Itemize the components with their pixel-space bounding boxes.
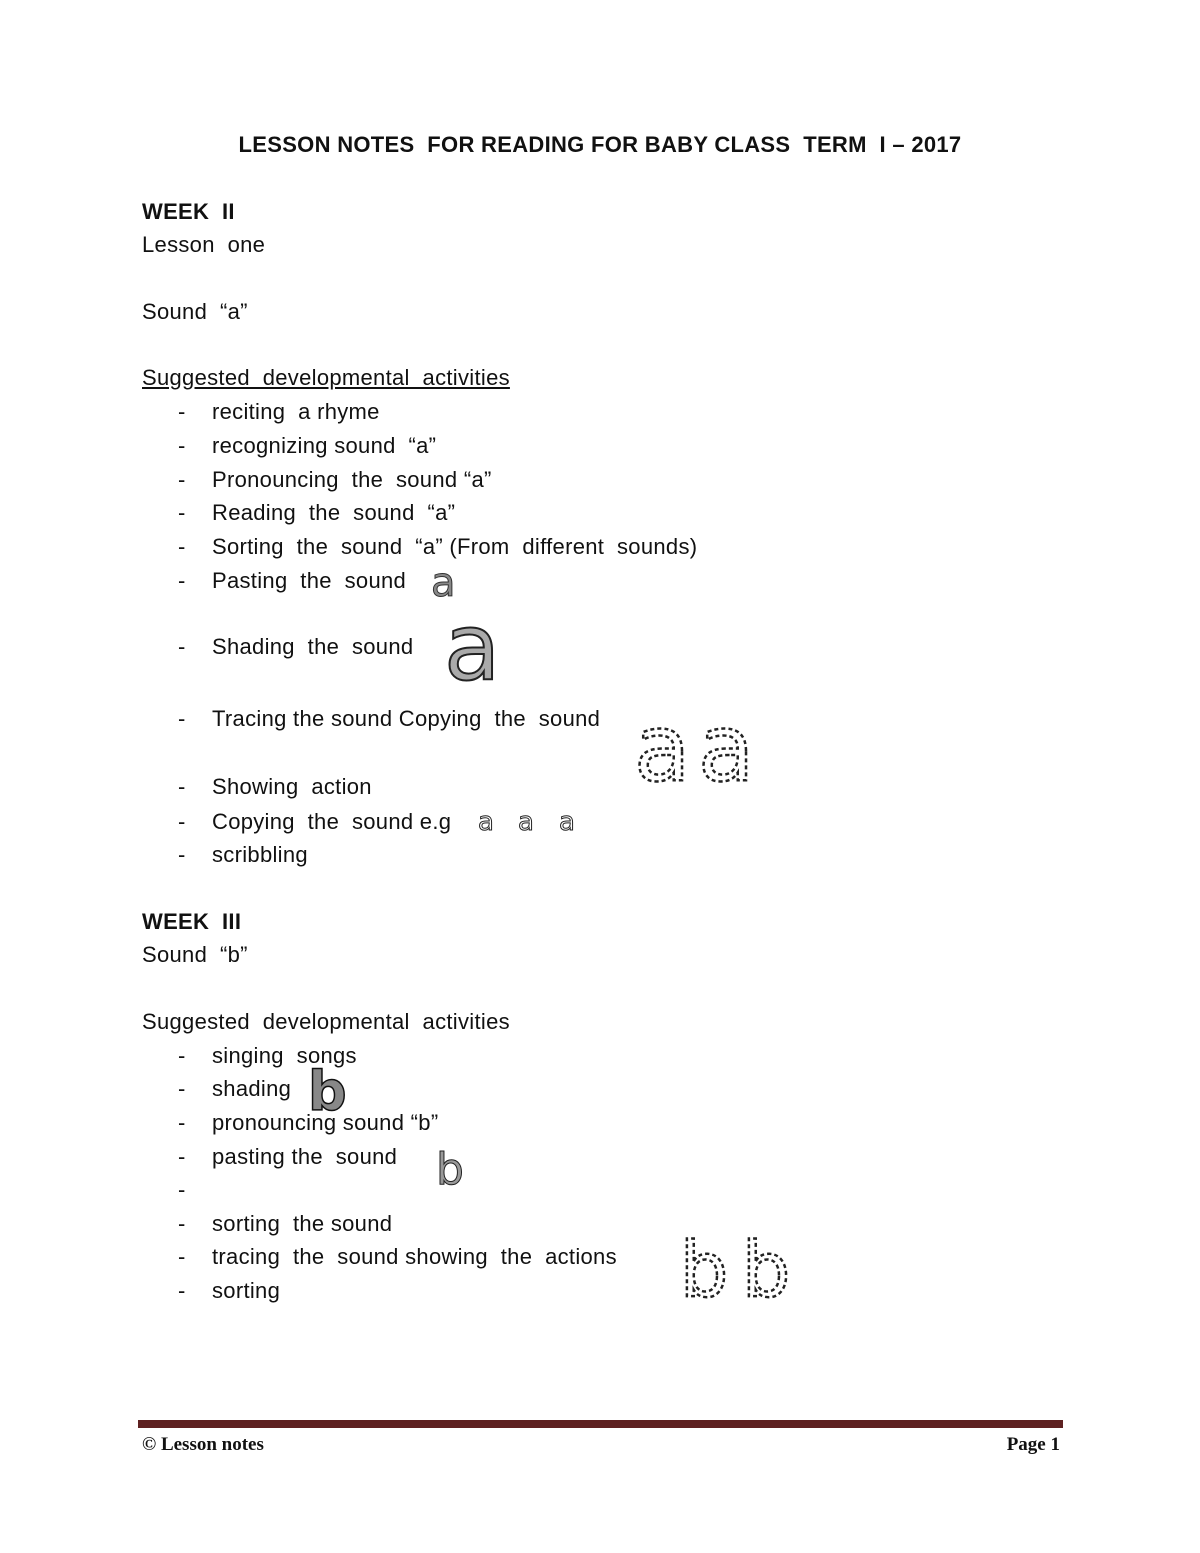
list-item: pronouncing sound “b” <box>212 1110 439 1135</box>
svg-text:a: a <box>559 807 575 837</box>
dash: - <box>178 399 186 424</box>
week-3-heading: WEEK III <box>142 909 242 934</box>
svg-text:a: a <box>444 594 501 701</box>
lesson-label: Lesson one <box>142 232 266 257</box>
list-item: Shading the sound <box>212 634 414 659</box>
list-item: Copying the sound e.g <box>212 809 452 834</box>
activities-heading-week-2: Suggested developmental activities <box>142 365 510 390</box>
list-item: recognizing sound “a” <box>212 433 437 458</box>
dash: - <box>178 1177 186 1202</box>
list-item: pasting the sound <box>212 1144 398 1169</box>
dash: - <box>178 809 186 834</box>
dash: - <box>178 568 186 593</box>
document-title: LESSON NOTES FOR READING FOR BABY CLASS TERM I – 2017 <box>238 132 962 157</box>
list-item: tracing the sound showing the actions <box>212 1244 617 1269</box>
list-item: Showing action <box>212 774 372 799</box>
dash: - <box>178 1278 186 1303</box>
dash: - <box>178 500 186 525</box>
svg-text:b: b <box>742 1225 791 1314</box>
list-item: Reading the sound “a” <box>212 500 456 525</box>
svg-text:a: a <box>518 807 534 837</box>
sound-a-label: Sound “a” <box>142 299 248 324</box>
footer-copyright: © Lesson notes <box>142 1434 264 1455</box>
svg-text:b: b <box>308 1060 347 1123</box>
list-item: Tracing the sound Copying the sound <box>212 706 601 731</box>
dash: - <box>178 774 186 799</box>
activities-heading-week-3: Suggested developmental activities <box>142 1009 510 1034</box>
traced-letters-a-icon <box>634 695 759 802</box>
svg-text:b: b <box>436 1144 464 1195</box>
pasted-letter-b-icon <box>436 1144 468 1195</box>
list-item: sorting <box>212 1278 281 1303</box>
svg-text:a: a <box>431 560 456 606</box>
dash: - <box>178 1110 186 1135</box>
footer-divider <box>138 1420 1063 1428</box>
page-number: Page 1 <box>1006 1434 1060 1455</box>
dash: - <box>178 634 186 659</box>
dash: - <box>178 1076 186 1101</box>
list-item: Pasting the sound <box>212 568 407 593</box>
dash: - <box>178 433 186 458</box>
sound-b-label: Sound “b” <box>142 942 248 967</box>
svg-text:a: a <box>698 695 755 802</box>
dash: - <box>178 1244 186 1269</box>
week-2-heading: WEEK II <box>142 199 235 224</box>
svg-text:a: a <box>478 807 494 837</box>
shaded-letter-b-icon <box>308 1060 350 1123</box>
list-item: Sorting the sound “a” (From different sounds) <box>212 534 698 559</box>
svg-text:a: a <box>634 695 691 802</box>
svg-text:b: b <box>680 1225 729 1314</box>
list-item: sorting the sound <box>212 1211 393 1236</box>
traced-letters-b-icon <box>680 1225 800 1314</box>
list-item: singing songs <box>212 1043 357 1068</box>
list-item: scribbling <box>212 842 308 867</box>
dash: - <box>178 706 186 731</box>
list-item: Pronouncing the sound “a” <box>212 467 492 492</box>
dash: - <box>178 842 186 867</box>
dash: - <box>178 1043 186 1068</box>
dash: - <box>178 534 186 559</box>
copy-letters-a-icon <box>478 808 588 836</box>
dash: - <box>178 1211 186 1236</box>
list-item: reciting a rhyme <box>212 399 380 424</box>
dash: - <box>178 467 186 492</box>
dash: - <box>178 1144 186 1169</box>
list-item: shading <box>212 1076 292 1101</box>
shaded-letter-a-icon <box>444 594 504 701</box>
